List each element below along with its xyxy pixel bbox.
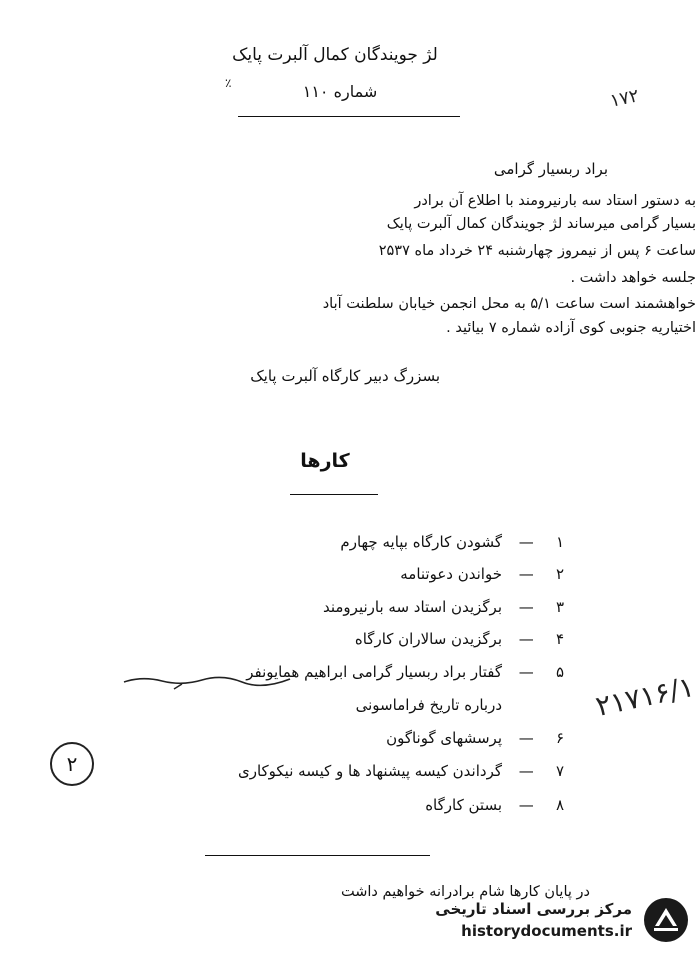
- agenda-item-number: ۱: [555, 533, 565, 551]
- agenda-item: [100, 729, 570, 751]
- agenda-item-number: ۴: [555, 630, 565, 648]
- agenda-item-number: ۸: [555, 796, 565, 814]
- greeting: براد ربسیار گرامی: [493, 160, 608, 178]
- agenda-item-dash: —: [518, 796, 536, 814]
- agenda-title: کارها: [300, 450, 350, 472]
- agenda-item-dash: —: [518, 598, 536, 616]
- paragraph-line: اختیاریه جنوبی کوی آزاده شماره ۷ بیائید .: [446, 320, 696, 336]
- circled-number-mark: ۲: [50, 742, 94, 786]
- agenda-item-text: برگزیدن استاد سه بارنیرومند: [322, 598, 502, 616]
- header-divider: [238, 116, 460, 117]
- agenda-item: [100, 565, 570, 587]
- agenda-item-dash: —: [518, 663, 536, 681]
- handwritten-side-mark: ۲۱۷۱۶/۱: [592, 669, 698, 724]
- agenda-item-continuation: [100, 696, 570, 718]
- handwritten-underline: [122, 672, 292, 690]
- letter-number: شماره ۱۱۰: [302, 82, 378, 101]
- closing-divider: [205, 855, 430, 856]
- agenda-item-number: ۲: [555, 565, 565, 583]
- agenda-item-text: خواندن دعوتنامه: [400, 565, 502, 583]
- agenda-item-number: ۳: [555, 598, 565, 616]
- paragraph-line: جلسه خواهد داشت .: [570, 270, 696, 286]
- agenda-item-number: ۶: [555, 729, 565, 747]
- paragraph-line: بسیار گرامی میرساند لژ جویندگان کمال آلبرت پایک: [386, 216, 696, 232]
- paragraph-line: به دستور استاد سه بارنیرومند با اطلاع آن برادر: [414, 193, 696, 209]
- agenda-item: [100, 796, 570, 818]
- watermark: [430, 892, 696, 948]
- agenda-item-text: گفتار براد ربسیار گرامی ابراهیم همایونفر: [246, 663, 502, 681]
- agenda-item-text: برگزیدن سالاران کارگاه: [354, 630, 502, 648]
- agenda-item-text: گشودن کارگاه بپایه چهارم: [340, 533, 502, 551]
- agenda-item-number: ۵: [555, 663, 565, 681]
- watermark-site: historydocuments.ir: [461, 922, 632, 940]
- paragraph-line: خواهشمند است ساعت ۵/۱ به محل انجمن خیابان سلطنت آباد: [322, 296, 696, 312]
- agenda-item: [100, 598, 570, 620]
- agenda-item-dash: —: [518, 762, 536, 780]
- agenda-item-dash: —: [518, 729, 536, 747]
- agenda-item: [100, 630, 570, 652]
- agenda-item: [100, 762, 570, 784]
- watermark-name: مرکز بررسی اسناد تاریخی: [435, 900, 632, 918]
- watermark-logo-icon: [642, 896, 690, 944]
- agenda-item-text: گرداندن کیسه پیشنهاد ها و کیسه نیکوکاری: [237, 762, 502, 780]
- paragraph-line: ساعت ۶ پس از نیمروز چهارشنبه ۲۴ خرداد ماه ۲۵۳۷: [378, 243, 696, 259]
- agenda-item-dash: —: [518, 533, 536, 551]
- agenda-item-text: درباره تاریخ فراماسونی: [355, 696, 502, 714]
- handwritten-page-mark: ۱۷۲: [608, 85, 641, 112]
- lodge-title: لژ جویندگان کمال آلبرت پایک: [232, 45, 438, 65]
- agenda-item-text: پرسشهای گوناگون: [386, 729, 502, 747]
- agenda-title-underline: [290, 494, 378, 495]
- agenda-item-text: بستن کارگاه: [425, 796, 502, 814]
- agenda-item-number: ۷: [555, 762, 565, 780]
- closing-text: در پایان کارها شام برادرانه خواهیم داشت: [341, 884, 590, 900]
- corner-tick-mark: ٪: [225, 76, 232, 90]
- agenda-item-dash: —: [518, 565, 536, 583]
- agenda-item-dash: —: [518, 630, 536, 648]
- agenda-item: [100, 533, 570, 555]
- signature: بسزرگ دبیر کارگاه آلبرت پایک: [250, 367, 440, 385]
